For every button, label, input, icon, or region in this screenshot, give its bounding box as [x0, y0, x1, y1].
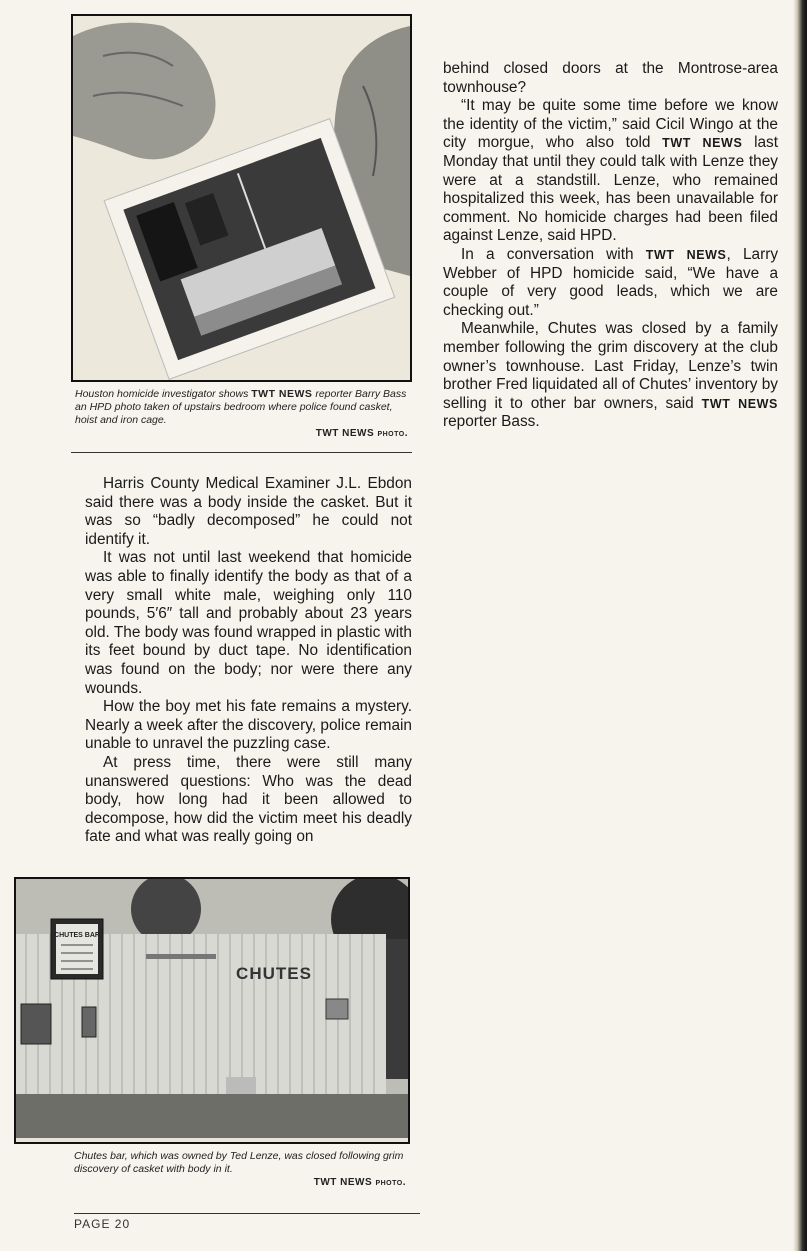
paragraph: In a conversation with TWT NEWS, Larry Webber of HPD homicide said, “We have a couple of very good leads, which we are checking out.”: [443, 245, 779, 319]
photo-chutes-bar: [14, 877, 410, 1144]
photo-credit: TWT NEWS photo.: [313, 1177, 406, 1188]
article-left-text: [71, 475, 412, 847]
caption-text: Houston homicide investigator shows: [75, 388, 249, 400]
caption-brand: TWT NEWS: [251, 388, 313, 400]
paragraph: Meanwhile, Chutes was closed by a family member following the grim discovery at the club owner’s townhouse. Last Friday, Lenze’s twin brother Fred liquidated all of Chutes’ inventory by selling it to other bar owners, said TWT NEWS reporter Bass.: [443, 320, 778, 431]
marquee-sign-text: CHUTES BAR: [54, 932, 100, 939]
brand-mention: TWT NEWS: [701, 396, 778, 411]
paragraph: Harris County Medical Examiner J.L. Ebdon said there was a body inside the casket. But it was so “badly decomposed” he could not identify it.: [85, 475, 412, 548]
photo-bottom-caption: [14, 1144, 410, 1189]
photo-chutes-bar-block: [14, 877, 410, 1189]
paragraph: How the boy met his fate remains a mystery. Nearly a week after the discovery, police remain unable to unravel the puzzling case.: [85, 698, 412, 753]
caption-text-2: reporter Barry Bass an HPD photo taken of upstairs bedroom where police found casket, hoist and iron cage.: [75, 388, 407, 426]
article-right-text: [443, 60, 778, 432]
page-number: PAGE 20: [74, 1213, 420, 1231]
paragraph: behind closed doors at the Montrose-area townhouse?: [443, 60, 778, 96]
photo-building: [16, 879, 408, 1138]
photo-hands-holding-print: [73, 16, 410, 380]
chutes-wall-sign: CHUTES: [236, 964, 312, 983]
photo-top-caption: [71, 382, 412, 440]
caption-text: Chutes bar, which was owned by Ted Lenze, was closed following grim discovery of casket with body in it.: [74, 1150, 404, 1175]
section-rule: [71, 452, 412, 453]
brand-mention: TWT NEWS: [645, 247, 727, 262]
paragraph: At press time, there were still many unanswered questions: Who was the dead body, how long had it been allowed to decompose, how did the victim meet his deadly fate and what was really going on: [85, 753, 412, 846]
brand-mention: TWT NEWS: [662, 136, 743, 151]
photo-investigator: [71, 14, 412, 382]
paragraph: “It may be quite some time before we know the identity of the victim,” said Cicil Wingo at the city morgue, who also told TWT NEWS last Monday that until they could talk with Lenze they were at a standstill. Lenze, who remained hospitalized this week, has been unavailable for comment. No homicide charges had been filed against Lenze, said HPD.: [443, 97, 779, 245]
left-column: [71, 14, 412, 847]
photo-credit: TWT NEWS photo.: [315, 428, 408, 439]
paragraph: It was not until last weekend that homicide was able to finally identify the body as that of a very small white male, weighing only 110 pounds, 5′6″ tall and probably about 23 years old. The body was found wrapped in plastic with its feet bound by duct tape. No identification was found on the body; nor were there any wounds.: [85, 549, 412, 697]
page-binding-edge: [793, 0, 807, 1251]
